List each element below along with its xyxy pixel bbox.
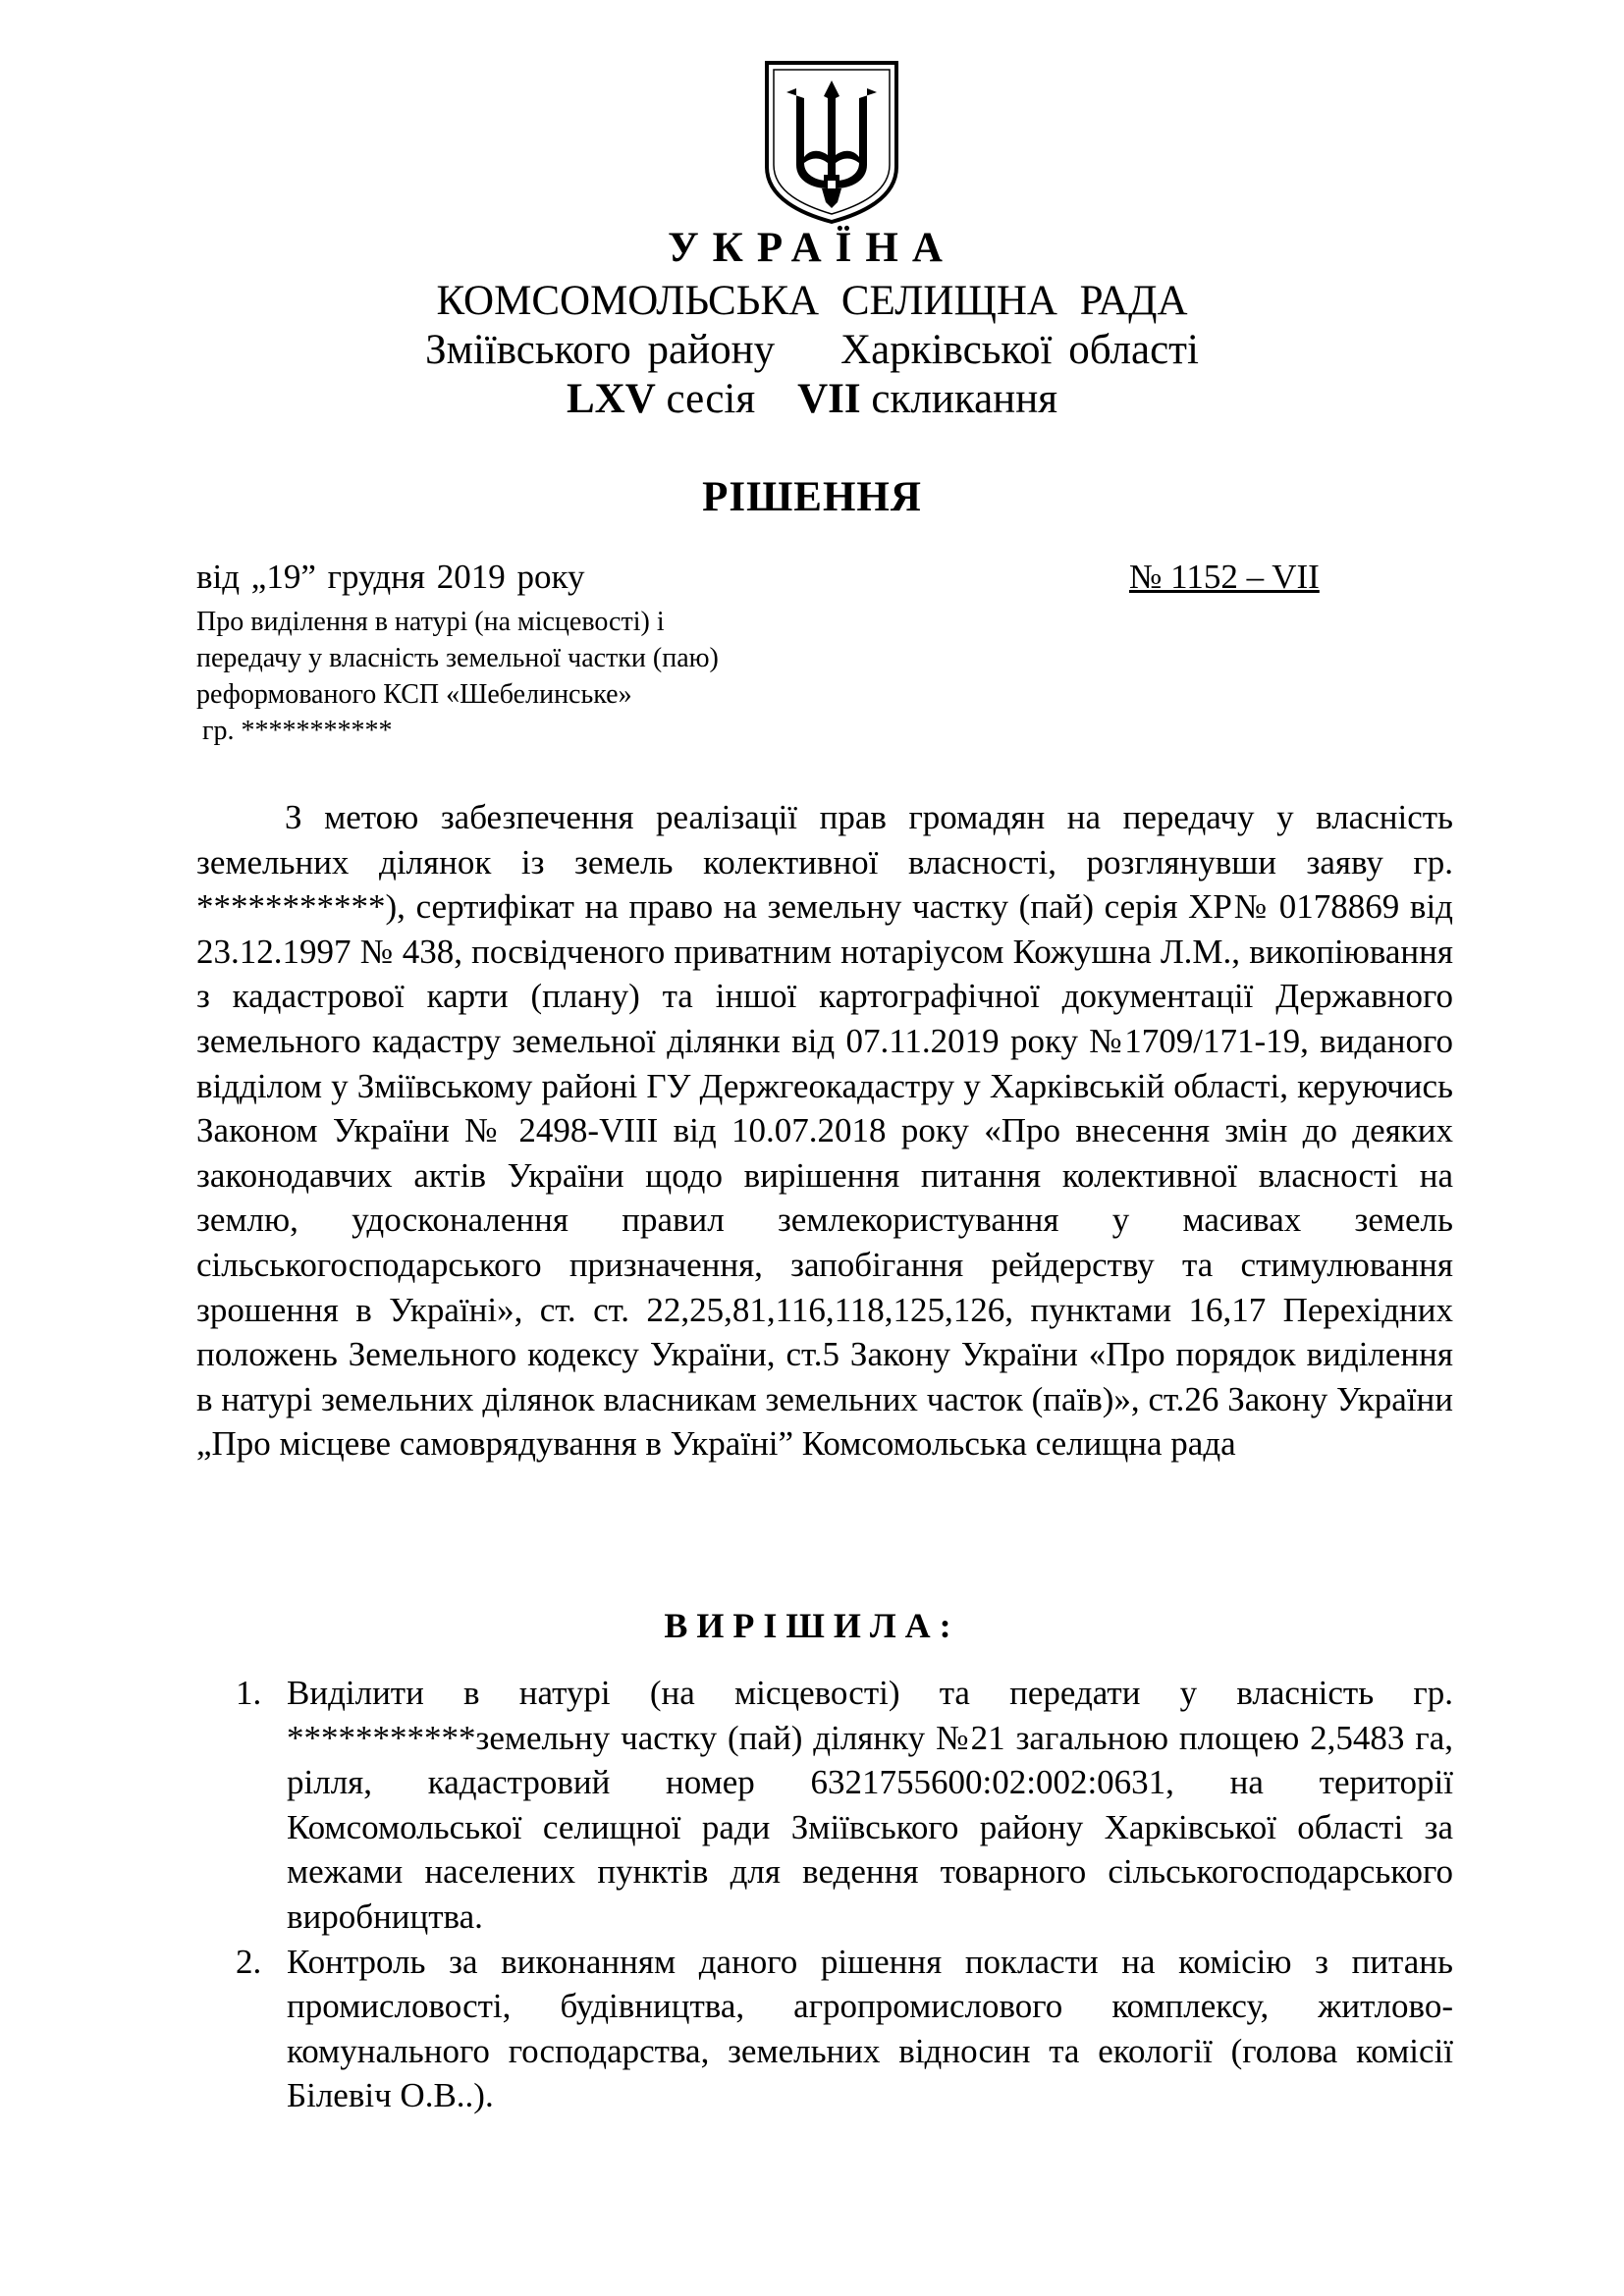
list-item-number: 2. (236, 1942, 262, 1981)
subject-line-3: реформованого КСП «Шебелинське» (196, 679, 632, 710)
decision-date: від „19” грудня 2019 року (196, 558, 585, 596)
list-item-text: Контроль за виконанням даного рішення покласти на комісію з питань промисловості, будівництва, агропромислового комплексу, житлово-комунального господарства, земельних відносин та екології (голова комісії Білевіч О.В..). (287, 1942, 1453, 2115)
list-item-text: Виділити в натурі (на місцевості) та передати у власність гр. ***********земельну частку (пай) ділянку №21 загальною площею 2,5483 га, рілля, кадастровий номер 6321755600:02:002:0631, на території Комсомольської селищної ради Зміївського району Харківської області за межами населених пунктів для ведення товарного сільськогосподарського виробництва. (287, 1674, 1453, 1936)
list-item-number: 1. (236, 1674, 262, 1712)
decision-number: № 1152 – VII (1129, 558, 1320, 596)
session-roman: LXV (567, 376, 656, 422)
session-word: сесія (666, 376, 756, 422)
decision-subject (196, 604, 719, 749)
convocation-word: скликання (871, 376, 1057, 422)
list-item (236, 1671, 1453, 1940)
preamble-paragraph: З метою забезпечення реалізації прав громадян на передачу у власність земельних ділянок із земель колективної власності, розглянувши заяву гр. ***********), сертифікат на право на земельну частку (пай) серія ХР№ 0178869 від 23.12.1997 № 438, посвідченого приватним нотаріусом Кожушна Л.М., викопіювання з кадастрової карти (плану) та іншої картографічної документації Державного земельного кадастру земельної ділянки від 07.11.2019 року №1709/171-19, виданого відділом у Зміївському районі ГУ Держгеокадастру у Харківській області, керуючись Законом України № 2498-VIII від 10.07.2018 року «Про внесення змін до деяких законодавчих актів України щодо вирішення питання колективної власності на землю, удосконалення правил землекористування у масивах земель сільськогосподарського призначення, запобігання рейдерству та стимулювання зрошення в Україні», ст. ст. 22,25,81,116,118,125,126, пунктами 16,17 Перехідних положень Земельного кодексу України, ст.5 Закону України «Про порядок виділення в натурі земельних ділянок власникам земельних часток (паїв)», ст.26 Закону України „Про місцеве самоврядування в Україні” Комсомольська селищна рада (196, 798, 1453, 1464)
subject-line-2: передачу у власність земельної частки (паю) (196, 643, 719, 673)
council-name: КОМСОМОЛЬСЬКА СЕЛИЩНА РАДА (436, 278, 1188, 324)
decision-title: РІШЕННЯ (702, 474, 922, 520)
subject-line-1: Про виділення в натурі (на місцевості) і (196, 607, 665, 637)
convocation-roman: VII (797, 376, 861, 422)
preamble (196, 795, 1453, 1467)
subject-line-4: гр. *********** (202, 716, 393, 746)
country-name: УКРАЇНА (668, 225, 956, 271)
resolved-heading: ВИРІШИЛА: (664, 1606, 960, 1645)
trident-coat-of-arms-icon (763, 59, 900, 226)
district-line: Зміївського району Харківської області (425, 327, 1199, 373)
list-item (236, 1940, 1453, 2118)
resolution-items (236, 1671, 1453, 2118)
session-line (0, 375, 1624, 423)
